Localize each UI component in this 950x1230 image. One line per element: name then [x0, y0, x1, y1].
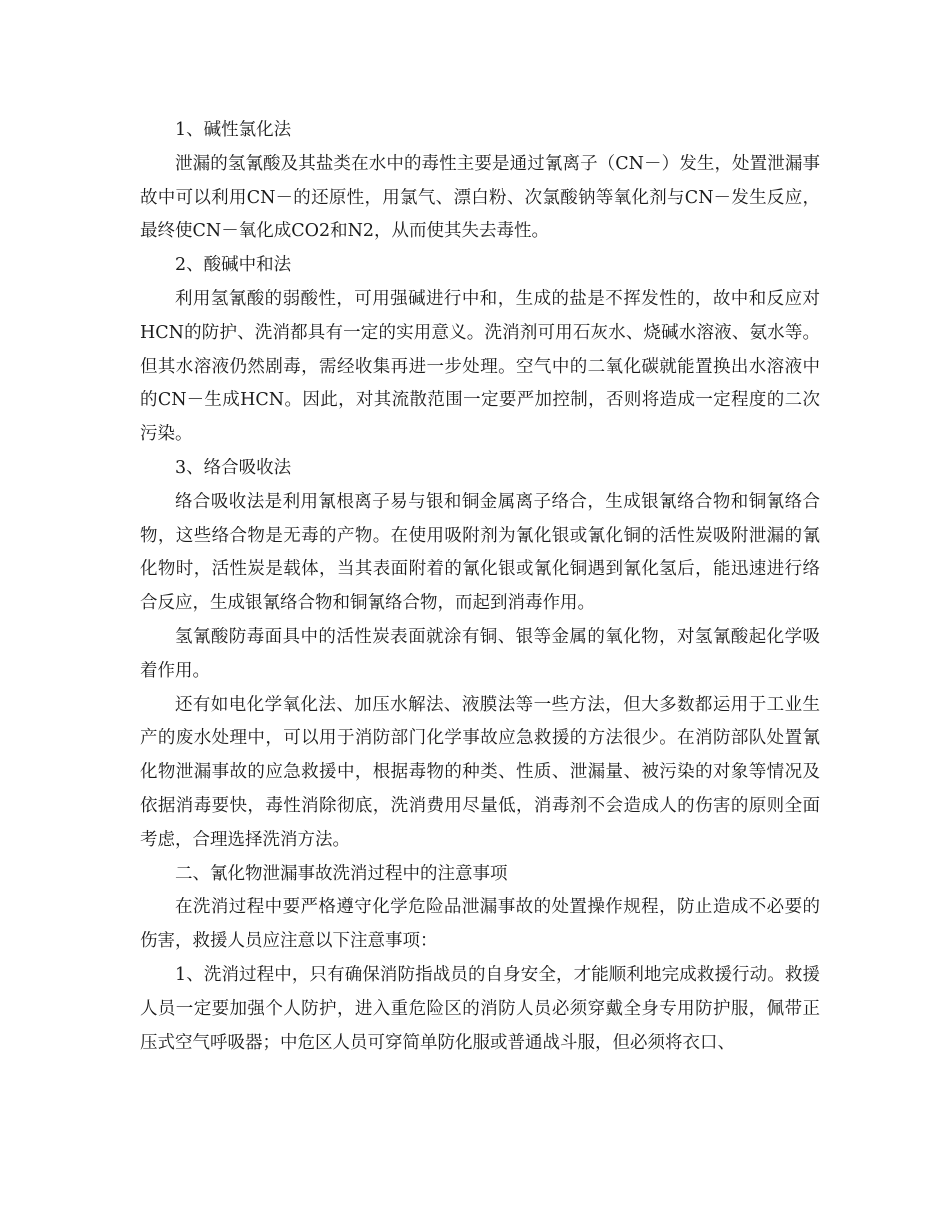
paragraph-acid-base-neutralization: 利用氢氰酸的弱酸性，可用强碱进行中和，生成的盐是不挥发性的，故中和反应对HCN的防护、洗消都具有一定的实用意义。洗消剂可用石灰水、烧碱水溶液、氨水等。但其水溶液仍然剧毒，需经收集再进一步处理。空气中的二氧化碳就能置换出水溶液中的CN－生成HCN。因此，对其流散范围一定要严加控制，否则将造成一定程度的二次污染。 [140, 288, 820, 445]
section-heading-complexation-absorption: 3、络合吸收法 [175, 457, 292, 478]
paragraph-precaution-1: 1、洗消过程中，只有确保消防指战员的自身安全，才能顺利地完成救援行动。救援人员一定要加强个人防护，进入重危险区的消防人员必须穿戴全身专用防护服，佩带正压式空气呼吸器；中危区人员可穿简单防化服或普通战斗服，但必须将衣口、 [140, 964, 820, 1053]
document-body [140, 114, 820, 1060]
section-heading-alkaline-chlorination: 1、碱性氯化法 [175, 120, 292, 140]
section-heading-acid-base-neutralization: 2、酸碱中和法 [175, 255, 292, 276]
paragraph-complexation-absorption: 络合吸收法是利用氰根离子易与银和铜金属离子络合，生成银氰络合物和铜氰络合物，这些络合物是无毒的产物。在使用吸附剂为氰化银或氰化铜的活性炭吸附泄漏的氰化物时，活性炭是载体，当其表面附着的氰化银或氰化铜遇到氰化氢后，能迅速进行络合反应，生成银氰络合物和铜氰络合物，而起到消毒作用。 [140, 491, 820, 614]
section-heading-precautions: 二、氰化物泄漏事故洗消过程中的注意事项 [175, 863, 508, 884]
paragraph-gas-mask: 氢氰酸防毒面具中的活性炭表面就涂有铜、银等金属的氧化物，对氢氰酸起化学吸着作用。 [140, 626, 820, 681]
paragraph-precautions-intro: 在洗消过程中要严格遵守化学危险品泄漏事故的处置操作规程，防止造成不必要的伤害，救援人员应注意以下注意事项： [140, 897, 820, 952]
paragraph-alkaline-chlorination: 泄漏的氢氰酸及其盐类在水中的毒性主要是通过氰离子（CN－）发生，处置泄漏事故中可以利用CN－的还原性，用氯气、漂白粉、次氯酸钠等氧化剂与CN－发生反应，最终使CN－氧化成CO2和N2，从而使其失去毒性。 [140, 153, 820, 242]
paragraph-other-methods: 还有如电化学氧化法、加压水解法、液膜法等一些方法，但大多数都运用于工业生产的废水处理中，可以用于消防部门化学事故应急救援的方法很少。在消防部队处置氰化物泄漏事故的应急救援中，根据毒物的种类、性质、泄漏量、被污染的对象等情况及依据消毒要快，毒性消除彻底，洗消费用尽量低，消毒剂不会造成人的伤害的原则全面考虑，合理选择洗消方法。 [140, 694, 820, 850]
